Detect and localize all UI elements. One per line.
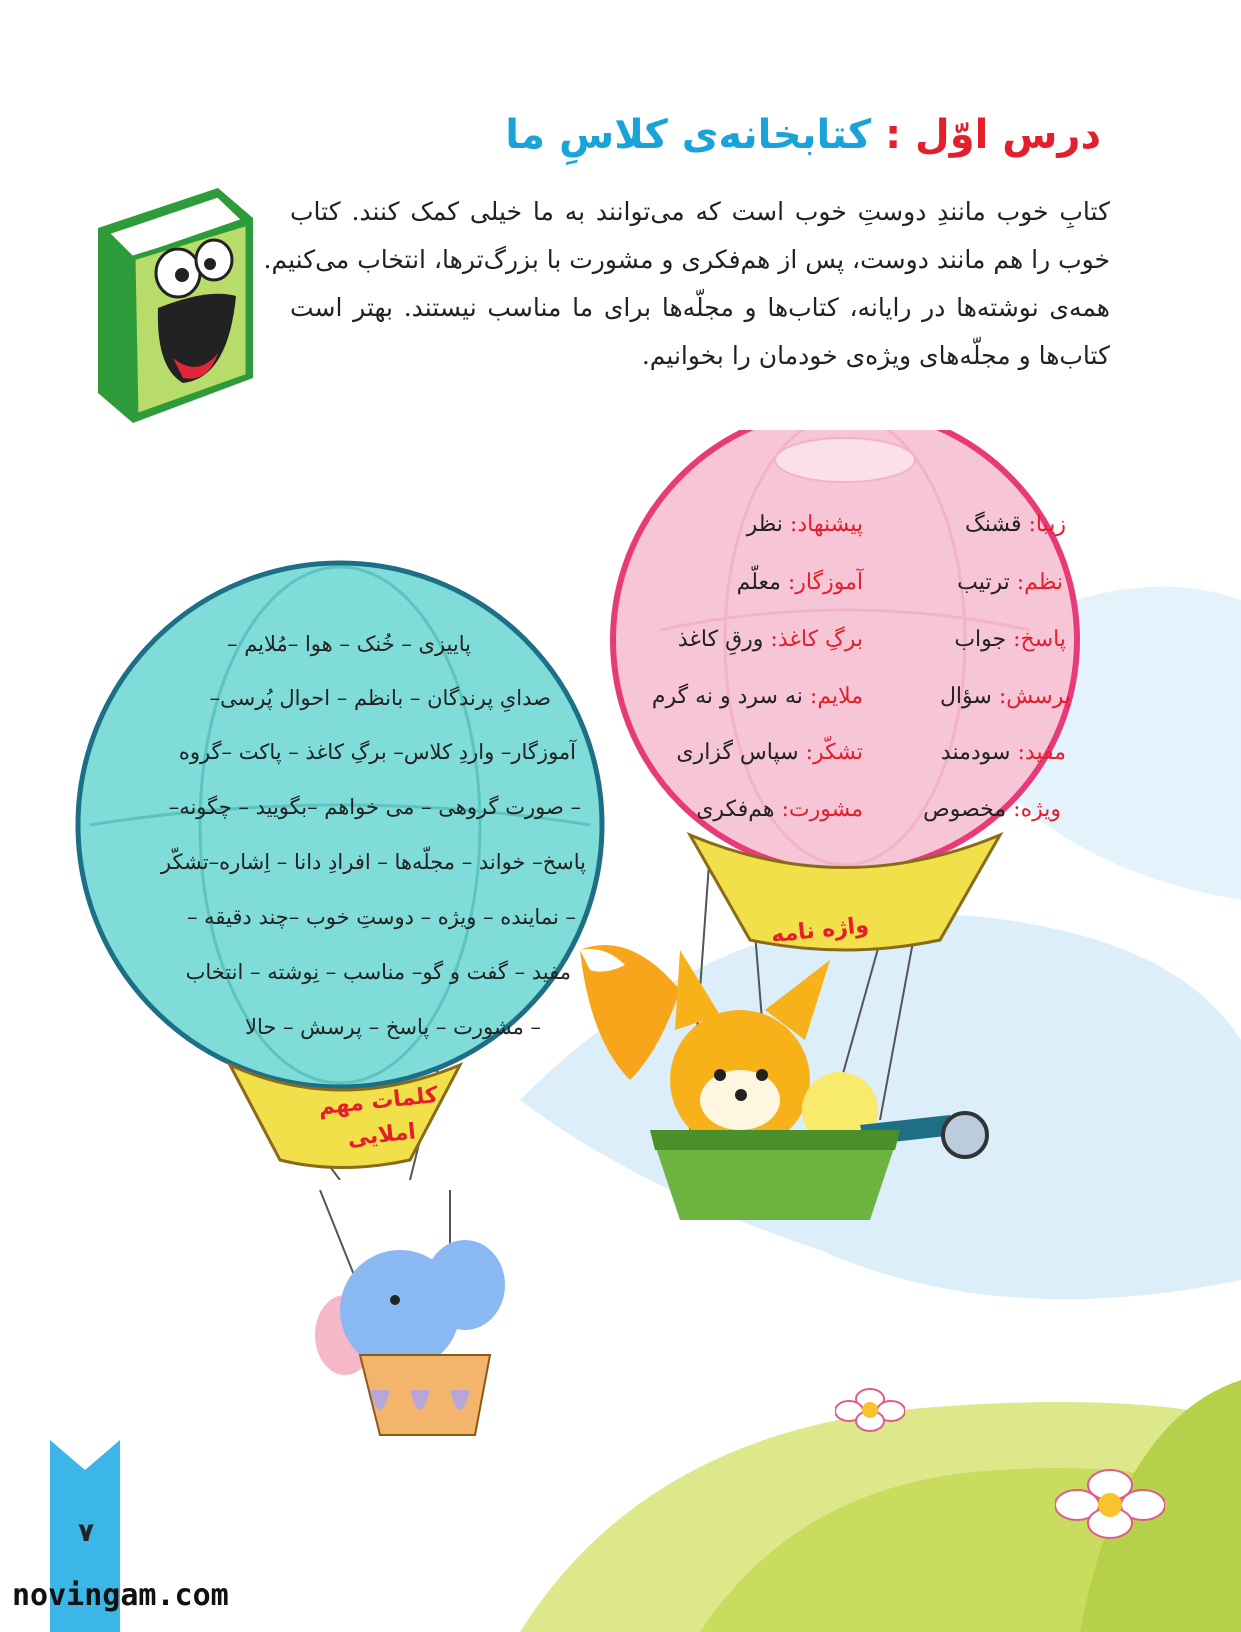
vocab-entry (957, 570, 1063, 595)
vocab-entry (923, 797, 1061, 822)
intro-paragraph (263, 188, 1110, 380)
vocab-term: پاسخ: (1013, 627, 1066, 652)
vocab-entry (678, 627, 863, 652)
vocab-term: مشورت: (781, 797, 863, 822)
lesson-title-prefix: درس اوّل : (885, 112, 1101, 158)
vocab-entry (965, 512, 1066, 537)
flower-small-icon (835, 1385, 905, 1435)
vocab-definition: جواب (954, 627, 1007, 652)
vocab-definition: سؤال (939, 684, 992, 709)
vocab-entry (940, 684, 1071, 709)
cartoon-book-illustration (78, 178, 268, 428)
spelling-line-6: – نماینده – ویژه – دوستِ خوب –چند دقیقه – (186, 905, 576, 929)
vocab-definition: قشنگ (965, 512, 1022, 537)
vocab-definition: ورقِ کاغذ (677, 627, 764, 652)
vocab-definition: نه سرد و نه گرم (651, 684, 803, 709)
vocab-definition: مخصوص (923, 797, 1007, 822)
vocab-term: نظم: (1016, 570, 1063, 595)
vocab-term: زیبا: (1028, 512, 1066, 537)
vocab-definition: سپاس گزاری (676, 740, 799, 765)
vocab-definition: سودمند (940, 740, 1011, 765)
vocab-term: مفید: (1017, 740, 1066, 765)
vocab-entry (941, 740, 1066, 765)
vocab-term: برگِ کاغذ: (770, 627, 863, 652)
spelling-line-5: پاسخ– خواند – مجلّه‌ها – افرادِ دانا – اِشاره–تشکّر (160, 850, 586, 874)
spelling-line-2: صدایِ پرندگان – بانظم – احوال پُرسی– (209, 686, 551, 710)
spelling-basket-label-line-1: کلمات مهم (317, 1082, 440, 1121)
spelling-line-3: آموزگار– واردِ کلاس– برگِ کاغذ – پاکت –گروه (178, 740, 576, 764)
vocab-definition: ترتیب (957, 570, 1010, 595)
intro-line-1: کتابِ خوب مانندِ دوستِ خوب است که می‌توانند به ما خیلی کمک کنند. کتاب (290, 197, 1110, 226)
spelling-line-1: پاییزی – خُنک – هوا –مُلایم – (227, 632, 471, 656)
vocab-term: پرسش: (998, 684, 1071, 709)
lesson-title-name: کتابخانه‌ی کلاسِ ما (505, 112, 872, 158)
vocab-entry (737, 570, 863, 595)
vocab-definition: معلّم (736, 570, 781, 595)
vocab-term: ملایم: (809, 684, 863, 709)
lesson-title (505, 112, 1101, 158)
vocab-entry (954, 627, 1066, 652)
flower-large-icon (1055, 1465, 1165, 1545)
spelling-basket-label-line-2: املایی (346, 1119, 418, 1152)
vocab-entry (676, 740, 863, 765)
page-number: ۷ (78, 1518, 94, 1548)
watermark-text: novingam.com (12, 1578, 229, 1613)
vocab-definition: هم‌فکری (696, 797, 775, 822)
vocab-basket-label: واژه نامه (769, 912, 871, 949)
vocab-term: تشکّر: (805, 740, 863, 765)
vocab-term: ویژه: (1013, 797, 1061, 822)
intro-line-4: کتاب‌ها و مجلّه‌های ویژه‌ی خودمان را بخوانیم. (641, 341, 1110, 370)
vocab-term: پیشنهاد: (789, 512, 863, 537)
spelling-line-4: – صورت گروهی – می خواهم –بگویید – چگونه– (168, 795, 581, 819)
vocab-term: آموزگار: (787, 570, 863, 595)
elephant-basket-illustration (300, 1190, 530, 1440)
vocab-entry (696, 797, 863, 822)
vocab-entry (747, 512, 863, 537)
vocab-entry (652, 684, 863, 709)
vocab-definition: نظر (746, 512, 783, 537)
spelling-line-7: مفید – گفت و گو– مناسب – نِوشته – انتخاب (185, 960, 571, 984)
fox-chick-basket-illustration (570, 930, 990, 1230)
intro-line-3: همه‌ی نوشته‌ها در رایانه، کتاب‌ها و مجلّه‌ها برای ما مناسب نیستند. بهتر است (290, 293, 1110, 322)
intro-line-2: خوب را هم مانند دوست، پس از هم‌فکری و مشورت با بزرگ‌ترها، انتخاب می‌کنیم. (263, 245, 1110, 274)
spelling-line-8: – مشورت – پاسخ – پرسش – حالا (244, 1015, 541, 1039)
